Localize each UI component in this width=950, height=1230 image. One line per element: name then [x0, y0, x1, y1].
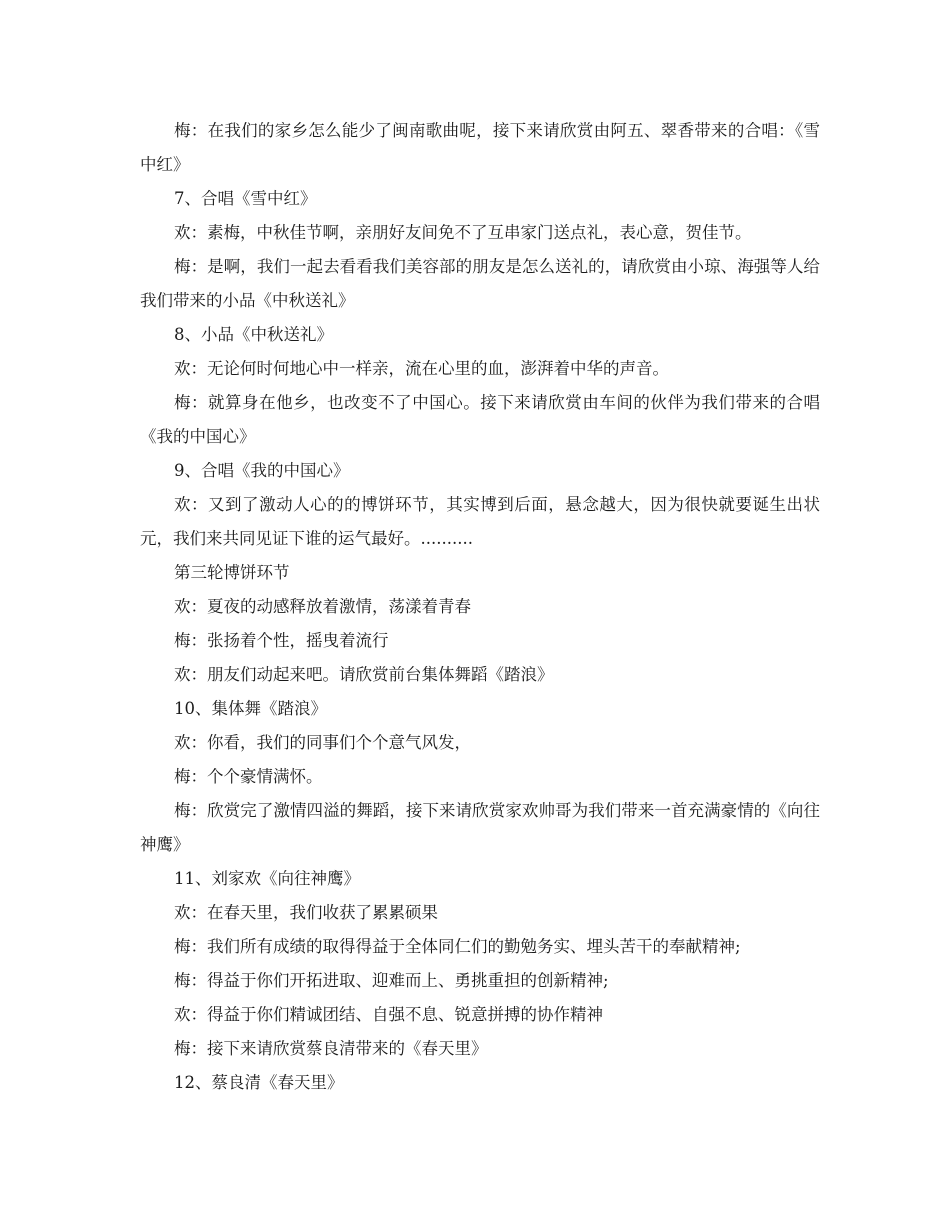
paragraph-host-mei: 梅：接下来请欣赏蔡良清带来的《春天里》: [174, 1039, 488, 1058]
program-item-12: 12、蔡良清《春天里》: [174, 1073, 344, 1092]
paragraph-host-mei: 梅：我们所有成绩的取得得益于全体同仁们的勤勉务实、埋头苦干的奉献精神;: [174, 937, 741, 956]
paragraph-host-huan: 欢：无论何时何地心中一样亲，流在心里的血，澎湃着中华的声音。: [174, 359, 669, 378]
program-item-10: 10、集体舞《踏浪》: [174, 699, 327, 718]
paragraph-host-huan: 欢：夏夜的动感释放着激情，荡漾着青春: [174, 597, 471, 616]
paragraph-host-mei: 梅：张扬着个性，摇曳着流行: [174, 631, 389, 650]
paragraph-host-mei: 梅：个个豪情满怀。: [174, 767, 323, 786]
paragraph-host-mei: 梅：得益于你们开拓进取、迎难而上、勇挑重担的创新精神;: [174, 971, 609, 990]
paragraph-host-mei: 梅：欣赏完了激情四溢的舞蹈，接下来请欣赏家欢帅哥为我们带来一首充满豪情的《向往神鹰》: [140, 801, 820, 854]
program-item-9: 9、合唱《我的中国心》: [174, 461, 350, 480]
paragraph-host-huan: 欢：在春天里，我们收获了累累硕果: [174, 903, 438, 922]
program-item-7: 7、合唱《雪中红》: [174, 189, 317, 208]
section-heading-round-three: 第三轮博饼环节: [174, 563, 290, 582]
paragraph-host-mei: 梅：就算身在他乡，也改变不了中国心。接下来请欣赏由车间的伙伴为我们带来的合唱《我的中国心》: [140, 393, 820, 446]
paragraph-host-mei: 梅：是啊，我们一起去看看我们美容部的朋友是怎么送礼的，请欣赏由小琼、海强等人给我们带来的小品《中秋送礼》: [140, 257, 820, 310]
paragraph-host-huan: 欢：你看，我们的同事们个个意气风发，: [174, 733, 471, 752]
paragraph-host-huan: 欢：又到了激动人心的的博饼环节，其实博到后面，悬念越大，因为很快就要诞生出状元，我们来共同见证下谁的运气最好。..........: [140, 495, 820, 548]
document-body: [140, 114, 820, 1100]
paragraph-host-huan: 欢：得益于你们精诚团结、自强不息、锐意拼搏的协作精神: [174, 1005, 603, 1024]
paragraph-host-mei-intro-song: 梅：在我们的家乡怎么能少了闽南歌曲呢，接下来请欣赏由阿五、翠香带来的合唱：《雪中红》: [140, 121, 820, 174]
paragraph-host-huan: 欢：朋友们动起来吧。请欣赏前台集体舞蹈《踏浪》: [174, 665, 554, 684]
paragraph-host-huan: 欢：素梅，中秋佳节啊，亲朋好友间免不了互串家门送点礼，表心意，贺佳节。: [174, 223, 752, 242]
program-item-8: 8、小品《中秋送礼》: [174, 325, 333, 344]
program-item-11: 11、刘家欢《向往神鹰》: [174, 869, 360, 888]
